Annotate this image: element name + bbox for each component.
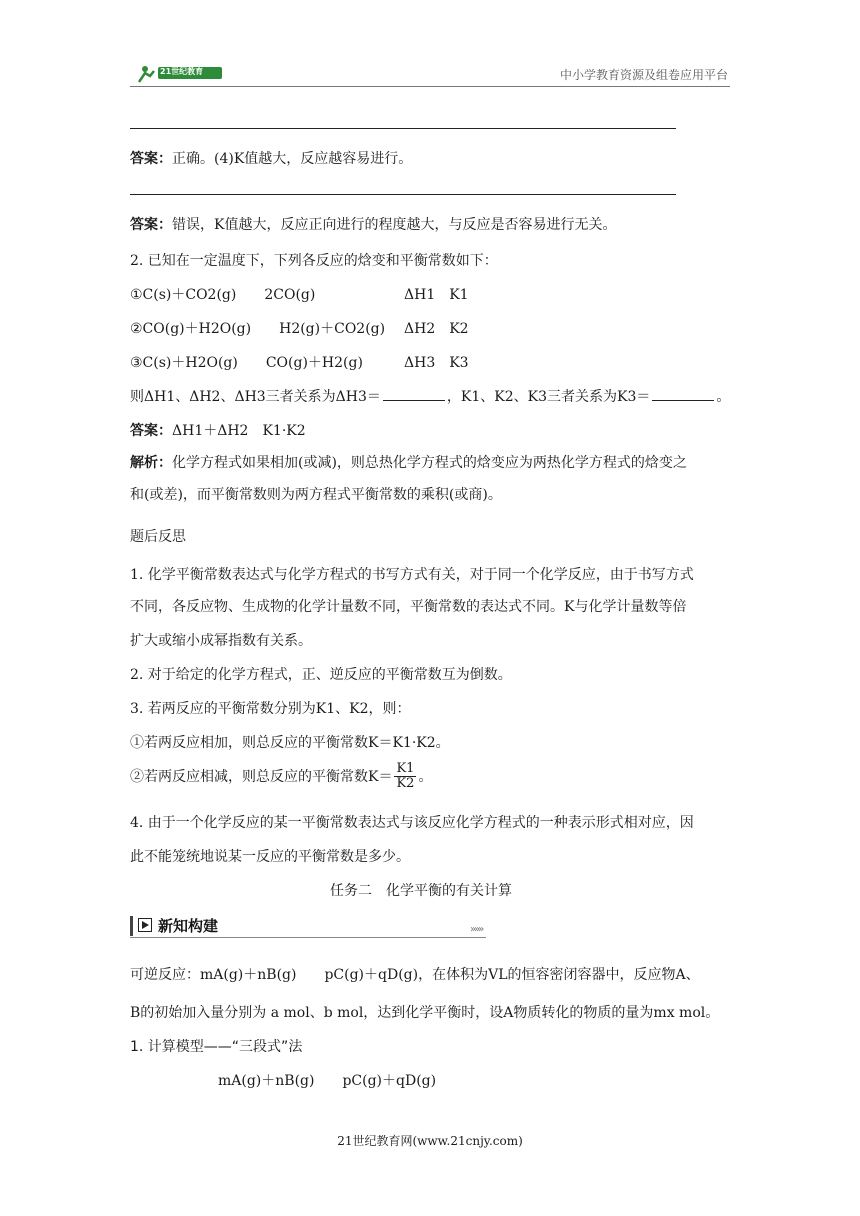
setup-line-1: 可逆反应：mA(g)＋nB(g) pC(g)＋qD(g)，在体积为VL的恒容密闭容器中，反应物A、 [130, 967, 700, 983]
reflection-p1-b: 不同，各反应物、生成物的化学计量数不同，平衡常数的表达式不同。K与化学计量数等倍 [130, 599, 687, 615]
relation-question: 则ΔH1、ΔH2、ΔH3三者关系为ΔH3＝ ，K1、K2、K3三者关系为K3＝ 。 [130, 389, 731, 405]
blank-1 [383, 388, 445, 401]
answer-line-2 [130, 194, 676, 195]
answer-3: 答案：ΔH1＋ΔH2 K1·K2 [130, 423, 306, 439]
task-2-title: 任务二 化学平衡的有关计算 [330, 883, 512, 899]
reflection-p3: 3. 若两反应的平衡常数分别为K1、K2，则： [130, 701, 411, 717]
answer-text: 错误，K值越大，反应正向进行的程度越大，与反应是否容易进行无关。 [172, 217, 617, 233]
header-platform-text: 中小学教育资源及组卷应用平台 [559, 68, 728, 82]
analysis-line-1: 解析：化学方程式如果相加(或减)，则总热化学方程式的焓变应为两热化学方程式的焓变之 [130, 455, 687, 471]
answer-line-text-1: 答案：正确。(4)K值越大，反应越容易进行。 [130, 151, 413, 167]
header-divider [130, 86, 730, 87]
blank-2 [652, 388, 714, 401]
setup-line-2: B的初始加入量分别为 a mol、b mol，达到化学平衡时，设A物质转化的物质的量为mx mol。 [130, 1005, 720, 1021]
reflection-p3-b: ②若两反应相减，则总反应的平衡常数K＝ $\frac{K1}{K2}$ 。 [130, 761, 433, 792]
play-icon [142, 921, 149, 929]
logo-text: 21世纪教育 [160, 67, 204, 76]
page-footer: 21世纪教育网(www.21cnjy.com) [337, 1134, 523, 1148]
reaction-2-equation: ②CO(g)＋H2O(g) H2(g)＋CO2(g) [130, 321, 386, 337]
calc-model-heading: 1. 计算模型——“三段式”法 [130, 1039, 303, 1055]
reflection-p2: 2. 对于给定的化学方程式，正、逆反应的平衡常数互为倒数。 [130, 667, 512, 683]
reflection-title: 题后反思 [130, 529, 186, 545]
answer-text: 正确。(4)K值越大，反应越容易进行。 [172, 151, 413, 167]
reflection-p4-a: 4. 由于一个化学反应的某一平衡常数表达式与该反应化学方程式的一种表示形式相对应，因 [130, 815, 694, 831]
answer-line-text-2: 答案：错误，K值越大，反应正向进行的程度越大，与反应是否容易进行无关。 [130, 217, 617, 233]
reaction-3-constants: ΔH3 K3 [404, 355, 469, 371]
reaction-1-equation: ①C(s)＋CO2(g) 2CO(g) [130, 287, 316, 303]
reaction-3-equation: ③C(s)＋H2O(g) CO(g)＋H2(g) [130, 355, 363, 371]
chevron-right-icon: »»» [470, 924, 483, 935]
fraction-k1-k2: $\frac{K1}{K2}$ [396, 761, 415, 792]
three-stage-equation: mA(g)＋nB(g) pC(g)＋qD(g) [218, 1073, 437, 1089]
answer-line-1 [130, 128, 676, 129]
reaction-2-constants: ΔH2 K2 [404, 321, 469, 337]
reflection-p4-b: 此不能笼统地说某一反应的平衡常数是多少。 [130, 849, 410, 865]
banner-title: 新知构建 [158, 917, 219, 935]
reflection-p3-a: ①若两反应相加，则总反应的平衡常数K＝K1·K2。 [130, 735, 450, 751]
reaction-1-constants: ΔH1 K1 [404, 287, 469, 303]
reflection-p1-c: 扩大或缩小成幂指数有关系。 [130, 633, 312, 649]
question-2: 2. 已知在一定温度下，下列各反应的焓变和平衡常数如下： [130, 253, 498, 269]
reflection-p1-a: 1. 化学平衡常数表达式与化学方程式的书写方式有关，对于同一个化学反应，由于书写方式 [130, 567, 694, 583]
analysis-line-2: 和(或差)，而平衡常数则为两方程式平衡常数的乘积(或商)。 [130, 487, 502, 503]
section-banner [130, 914, 486, 938]
